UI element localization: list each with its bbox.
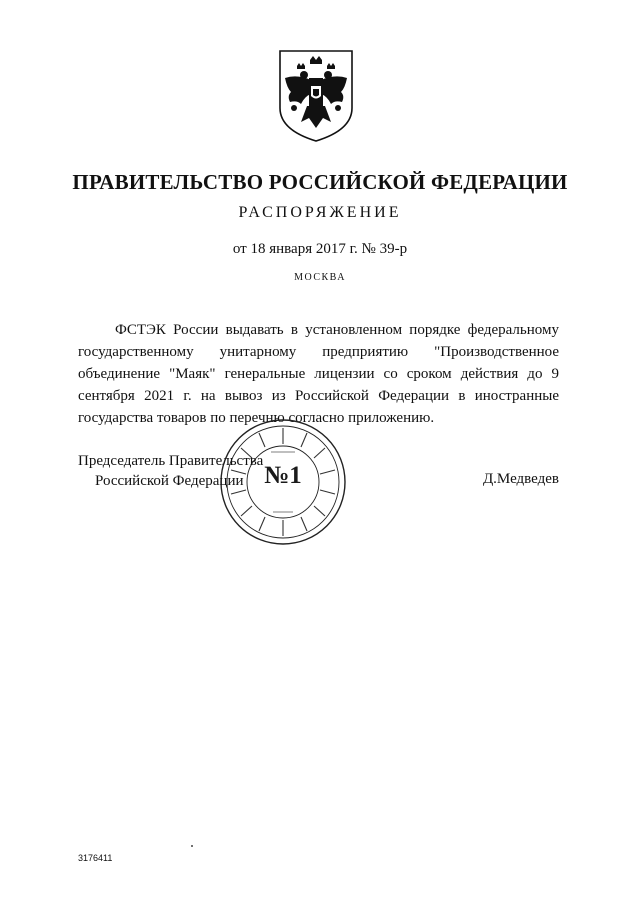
double-headed-eagle-icon [277, 48, 355, 144]
document-code: 3176411 [78, 853, 113, 863]
document-date-number: от 18 января 2017 г. № 39-р [232, 241, 408, 257]
document-type: РАСПОРЯЖЕНИЕ [238, 204, 402, 221]
signatory-position-line1: Председатель Правительства [78, 453, 264, 469]
signatory-name: Д.Медведев [482, 471, 559, 487]
scan-speck [191, 845, 193, 847]
document-city: МОСКВА [294, 272, 346, 283]
signatory-position-line2: Российской Федерации [95, 473, 244, 489]
signatory-position [78, 451, 263, 491]
order-paragraph: ФСТЭК России выдавать в установленном порядке федеральному государственному унитарному предприятию "Производственное объединение "Маяк" генеральные лицензии со сроком действия до 9 сентября 2021 г. на вывоз из Российской Федерации в иностранные государства товаров по перечню согласно приложению. [78, 322, 559, 426]
seal-number: №1 [264, 462, 302, 489]
government-title: ПРАВИТЕЛЬСТВО РОССИЙСКОЙ ФЕДЕРАЦИИ [72, 170, 568, 194]
